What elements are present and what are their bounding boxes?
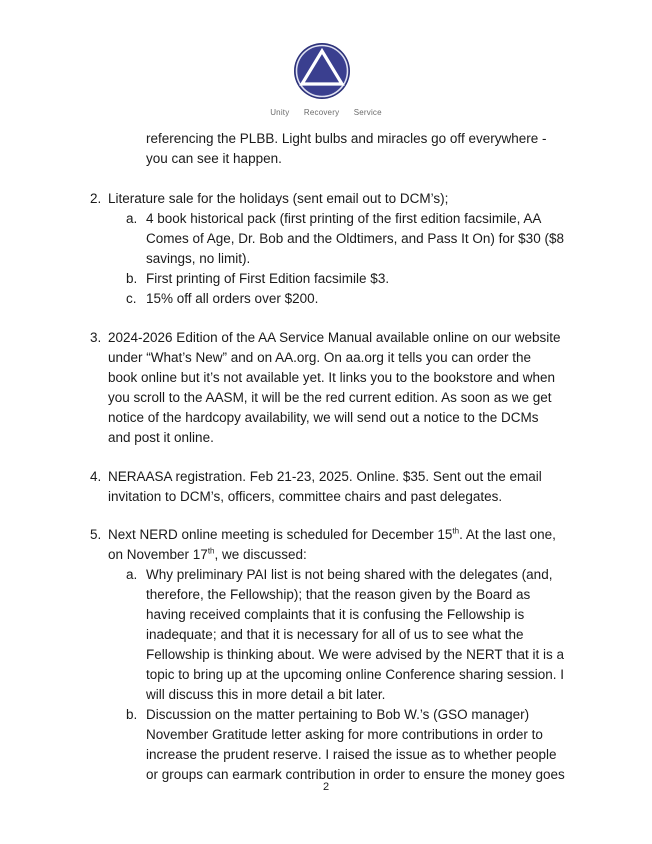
list-item-text: you scroll to the AASM, it will be the red current edition. As soon as we get — [108, 390, 552, 405]
sublist-item-text: topic to bring up at the upcoming online Conference sharing session. I — [146, 667, 565, 682]
list-item-text: and post it online. — [108, 430, 214, 445]
sublist-letter: b. — [126, 271, 138, 286]
text-run: Next NERD online meeting is scheduled for December 15 — [108, 527, 453, 542]
sublist-item-text: or groups can earmark contribution in order to ensure the money goes — [146, 767, 565, 782]
text-run: , we discussed: — [214, 547, 307, 562]
sublist-item-text: will discuss this in more detail a bit later. — [146, 687, 386, 702]
logo-tagline — [0, 108, 652, 117]
sublist-item-text: Discussion on the matter pertaining to Bob W.’s (GSO manager) — [146, 707, 530, 722]
sublist-item-text: therefore, the Fellowship); that the reason given by the Board as — [146, 587, 531, 602]
sublist-item-text: inadequate; and that it is necessary for all of us to see what the — [146, 627, 524, 642]
sublist-item-text: Comes of Age, Dr. Bob and the Oldtimers, and Pass It On) for $30 ($8 — [146, 231, 564, 246]
page-number: 2 — [322, 781, 330, 793]
sublist-letter: a. — [126, 211, 138, 226]
ordinal-suffix: th — [207, 546, 215, 556]
sublist-item-text: Why preliminary PAI list is not being shared with the delegates (and, — [146, 567, 553, 582]
sublist-item-text: November Gratitude letter asking for more contributions in order to — [146, 727, 543, 742]
sublist-item-text: 4 book historical pack (first printing of the first edition facsimile, AA — [146, 211, 542, 226]
sublist-item-text: Fellowship is thinking about. We were advised by the NERT that it is a — [146, 647, 564, 662]
continuation-line: you can see it happen. — [146, 151, 282, 166]
list-item-text — [108, 525, 556, 545]
list-number: 5. — [90, 527, 102, 542]
list-number: 3. — [90, 330, 102, 345]
sublist-item-text: savings, no limit). — [146, 251, 251, 266]
tagline-word-service: Service — [353, 108, 382, 117]
list-item-text: 2024-2026 Edition of the AA Service Manual available online on our website — [108, 330, 561, 345]
list-number: 2. — [90, 191, 102, 206]
list-item-text — [108, 545, 307, 565]
list-item-text: invitation to DCM’s, officers, committee chairs and past delegates. — [108, 489, 503, 504]
sublist-item-text: increase the prudent reserve. I raised the issue as to whether people — [146, 747, 557, 762]
aa-circle-triangle-logo — [293, 42, 351, 100]
tagline-word-recovery: Recovery — [303, 108, 340, 117]
list-item-text: Literature sale for the holidays (sent email out to DCM’s); — [108, 191, 449, 206]
tagline-word-unity: Unity — [270, 108, 290, 117]
continuation-line: referencing the PLBB. Light bulbs and miracles go off everywhere - — [146, 131, 547, 146]
sublist-letter: a. — [126, 567, 138, 582]
list-item-text: under “What’s New” and on AA.org. On aa.org it tells you can order the — [108, 350, 531, 365]
list-item-text: notice of the hardcopy availability, we will send out a notice to the DCMs — [108, 410, 539, 425]
sublist-letter: b. — [126, 707, 138, 722]
list-item-text: NERAASA registration. Feb 21-23, 2025. Online. $35. Sent out the email — [108, 469, 542, 484]
text-run: on November 17 — [108, 547, 208, 562]
sublist-item-text: First printing of First Edition facsimile $3. — [146, 271, 390, 286]
text-run: . At the last one, — [459, 527, 556, 542]
sublist-item-text: having received complaints that it is confusing the Fellowship is — [146, 607, 525, 622]
list-item-text: book online but it’s not available yet. It links you to the bookstore and when — [108, 370, 556, 385]
list-number: 4. — [90, 469, 102, 484]
ordinal-suffix: th — [452, 526, 460, 536]
sublist-letter: c. — [126, 291, 137, 306]
sublist-item-text: 15% off all orders over $200. — [146, 291, 319, 306]
